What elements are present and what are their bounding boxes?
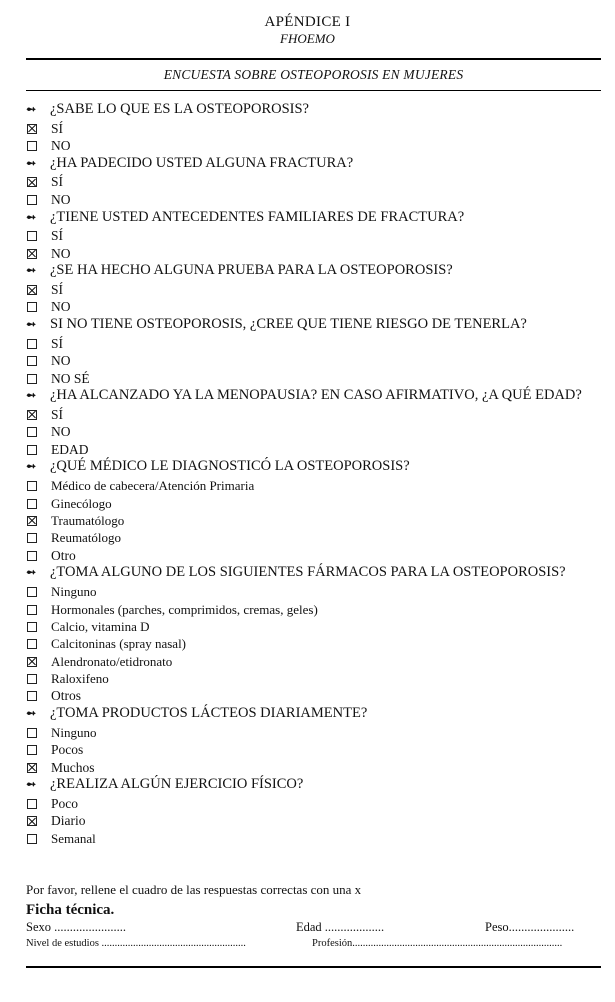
option-label: Poco — [51, 796, 78, 812]
edad-field[interactable]: Edad ................... — [296, 920, 385, 934]
question-block — [26, 316, 606, 387]
question-line — [26, 387, 606, 406]
option-label: NO — [51, 245, 71, 261]
question-block — [26, 776, 606, 847]
answer-option[interactable] — [26, 795, 606, 812]
checkbox[interactable] — [27, 834, 37, 844]
checkbox[interactable] — [27, 427, 37, 437]
question-text: SI NO TIENE OSTEOPOROSIS, ¿CREE QUE TIENE RIESGO DE TENERLA? — [50, 316, 527, 333]
question-block — [26, 155, 606, 209]
option-label: Ginecólogo — [51, 495, 112, 511]
option-label: Semanal — [51, 830, 96, 846]
checkbox[interactable] — [27, 445, 37, 455]
answer-option[interactable] — [26, 724, 606, 741]
appendix-title: APÉNDICE I — [264, 14, 351, 30]
option-label: Ninguno — [51, 724, 97, 740]
checkbox[interactable] — [27, 605, 37, 615]
option-label: Calcio, vitamina D — [51, 618, 150, 634]
answer-option[interactable] — [26, 742, 606, 759]
question-block — [26, 101, 606, 155]
option-label: Otros — [51, 688, 81, 704]
checked-checkbox[interactable] — [27, 410, 37, 420]
question-line — [26, 209, 606, 228]
question-line — [26, 101, 606, 120]
peso-field[interactable]: Peso..................... — [485, 920, 575, 934]
arrow-bullet-icon: ➻ — [26, 565, 37, 580]
checkbox[interactable] — [27, 499, 37, 509]
answer-option[interactable] — [26, 688, 606, 705]
answer-option[interactable] — [26, 636, 606, 653]
checkbox[interactable] — [27, 728, 37, 738]
checkbox[interactable] — [27, 639, 37, 649]
answer-option[interactable] — [26, 477, 606, 494]
option-label: SÍ — [51, 406, 64, 422]
option-label: Hormonales (parches, comprimidos, cremas, geles) — [51, 601, 318, 617]
checkbox[interactable] — [27, 481, 37, 491]
answer-option[interactable] — [26, 137, 606, 154]
option-label: Calcitoninas (spray nasal) — [51, 636, 187, 652]
arrow-bullet-icon: ➻ — [26, 388, 37, 403]
option-label: Pocos — [51, 742, 84, 758]
checked-checkbox[interactable] — [27, 285, 37, 295]
footer — [26, 882, 601, 954]
option-label: NO — [51, 299, 71, 315]
question-line — [26, 776, 606, 795]
arrow-bullet-icon: ➻ — [26, 155, 37, 170]
answer-option[interactable] — [26, 191, 606, 208]
checkbox[interactable] — [27, 141, 37, 151]
option-label: NO — [51, 191, 71, 207]
answer-option[interactable] — [26, 583, 606, 600]
answer-option[interactable] — [26, 245, 606, 262]
profesion-field[interactable]: Profesión................................................................................ — [312, 938, 563, 949]
checkbox[interactable] — [27, 302, 37, 312]
question-text: ¿TOMA PRODUCTOS LÁCTEOS DIARIAMENTE? — [50, 705, 368, 722]
nivel-estudios-field[interactable]: Nivel de estudios ....................................................... — [26, 938, 246, 949]
instruction-text: Por favor, rellene el cuadro de las respuestas correctas con una x — [26, 882, 362, 897]
answer-option[interactable] — [26, 618, 606, 635]
option-label: NO SÉ — [51, 370, 90, 386]
question-line — [26, 316, 606, 335]
checkbox[interactable] — [27, 799, 37, 809]
arrow-bullet-icon: ➻ — [26, 777, 37, 792]
answer-option[interactable] — [26, 547, 606, 564]
question-line — [26, 705, 606, 724]
checkbox[interactable] — [27, 339, 37, 349]
checked-checkbox[interactable] — [27, 657, 37, 667]
appendix-subtitle: FHOEMO — [280, 31, 335, 46]
option-label: Diario — [51, 813, 86, 829]
checkbox[interactable] — [27, 691, 37, 701]
answer-option[interactable] — [26, 653, 606, 670]
checkbox[interactable] — [27, 231, 37, 241]
answer-option[interactable] — [26, 441, 606, 458]
checked-checkbox[interactable] — [27, 516, 37, 526]
arrow-bullet-icon: ➻ — [26, 459, 37, 474]
question-block — [26, 458, 606, 564]
question-block — [26, 262, 606, 316]
question-text: ¿SE HA HECHO ALGUNA PRUEBA PARA LA OSTEOPOROSIS? — [50, 262, 453, 279]
option-label: NO — [51, 424, 71, 440]
ficha-row-2 — [26, 938, 601, 954]
answer-option[interactable] — [26, 406, 606, 423]
answer-option[interactable] — [26, 370, 606, 387]
answer-option[interactable] — [26, 120, 606, 137]
checked-checkbox[interactable] — [27, 763, 37, 773]
page-header — [0, 13, 615, 47]
answer-option[interactable] — [26, 759, 606, 776]
question-block — [26, 209, 606, 263]
answer-option[interactable] — [26, 512, 606, 529]
option-label: SÍ — [51, 228, 64, 244]
option-label: Raloxifeno — [51, 671, 109, 687]
checkbox[interactable] — [27, 533, 37, 543]
checked-checkbox[interactable] — [27, 249, 37, 259]
question-line — [26, 458, 606, 477]
option-label: Alendronato/etidronato — [51, 653, 173, 669]
answer-option[interactable] — [26, 424, 606, 441]
question-text: ¿HA ALCANZADO YA LA MENOPAUSIA? EN CASO AFIRMATIVO, ¿A QUÉ EDAD? — [50, 387, 582, 404]
answer-option[interactable] — [26, 281, 606, 298]
arrow-bullet-icon: ➻ — [26, 209, 37, 224]
option-label: Muchos — [51, 759, 95, 775]
arrow-bullet-icon: ➻ — [26, 706, 37, 721]
option-label: Médico de cabecera/Atención Primaria — [51, 478, 255, 494]
question-block — [26, 705, 606, 776]
question-line — [26, 564, 606, 583]
answer-option[interactable] — [26, 830, 606, 847]
answer-option[interactable] — [26, 228, 606, 245]
answer-option[interactable] — [26, 299, 606, 316]
checkbox[interactable] — [27, 622, 37, 632]
option-label: EDAD — [51, 441, 89, 457]
survey-questions — [26, 101, 606, 848]
option-label: Reumatólogo — [51, 530, 122, 546]
answer-option[interactable] — [26, 530, 606, 547]
ficha-title: Ficha técnica. — [26, 902, 115, 918]
option-label: NO — [51, 138, 71, 154]
question-text: ¿TOMA ALGUNO DE LOS SIGUIENTES FÁRMACOS PARA LA OSTEOPOROSIS? — [50, 564, 566, 581]
bottom-rule — [26, 966, 601, 968]
option-label: Ninguno — [51, 584, 97, 600]
question-block — [26, 564, 606, 705]
checkbox[interactable] — [27, 745, 37, 755]
arrow-bullet-icon: ➻ — [26, 317, 37, 332]
arrow-bullet-icon: ➻ — [26, 263, 37, 278]
option-label: Otro — [51, 547, 76, 563]
survey-title: ENCUESTA SOBRE OSTEOPOROSIS EN MUJERES — [163, 67, 464, 82]
question-block — [26, 387, 606, 458]
checkbox[interactable] — [27, 195, 37, 205]
answer-option[interactable] — [26, 335, 606, 352]
option-label: SÍ — [51, 174, 64, 190]
answer-option[interactable] — [26, 670, 606, 687]
checked-checkbox[interactable] — [27, 124, 37, 134]
arrow-bullet-icon: ➻ — [26, 102, 37, 116]
question-text: ¿TIENE USTED ANTECEDENTES FAMILIARES DE FRACTURA? — [50, 208, 465, 225]
checkbox[interactable] — [27, 356, 37, 366]
checked-checkbox[interactable] — [27, 177, 37, 187]
option-label: SÍ — [51, 335, 64, 351]
option-label: SÍ — [51, 120, 64, 136]
answer-option[interactable] — [26, 601, 606, 618]
checkbox[interactable] — [27, 587, 37, 597]
question-line — [26, 262, 606, 281]
answer-option[interactable] — [26, 495, 606, 512]
question-text: ¿REALIZA ALGÚN EJERCICIO FÍSICO? — [50, 776, 304, 793]
ficha-row-1 — [26, 920, 601, 938]
question-text: ¿HA PADECIDO USTED ALGUNA FRACTURA? — [50, 154, 354, 171]
checked-checkbox[interactable] — [27, 816, 37, 826]
question-text: ¿QUÉ MÉDICO LE DIAGNOSTICÓ LA OSTEOPOROSIS? — [50, 458, 410, 475]
sexo-field[interactable]: Sexo ....................... — [26, 920, 126, 934]
title-rule — [26, 90, 601, 91]
answer-option[interactable] — [26, 353, 606, 370]
option-label: SÍ — [51, 282, 64, 298]
answer-option[interactable] — [26, 813, 606, 830]
question-text: ¿SABE LO QUE ES LA OSTEOPOROSIS? — [50, 101, 309, 117]
top-rule — [26, 58, 601, 60]
checkbox[interactable] — [27, 674, 37, 684]
option-label: NO — [51, 353, 71, 369]
question-line — [26, 155, 606, 174]
checkbox[interactable] — [27, 551, 37, 561]
checkbox[interactable] — [27, 374, 37, 384]
option-label: Traumatólogo — [51, 512, 125, 528]
answer-option[interactable] — [26, 174, 606, 191]
